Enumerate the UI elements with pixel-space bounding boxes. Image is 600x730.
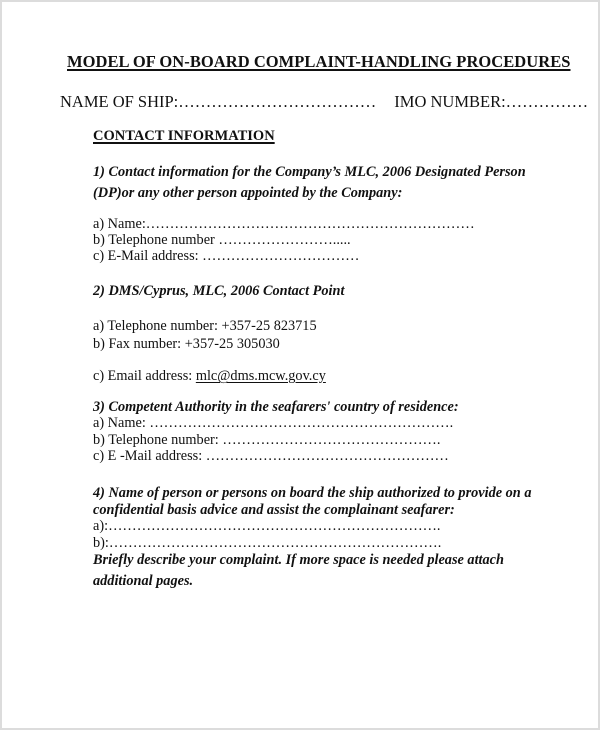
document-title: MODEL OF ON-BOARD COMPLAINT-HANDLING PROCEDURES	[67, 52, 571, 71]
contact-information-heading: CONTACT INFORMATION	[93, 128, 275, 144]
section-4-person-b-row	[93, 536, 441, 550]
section-1-email-field[interactable]: ……………………………	[198, 248, 360, 264]
section-4-heading-line-1: 4) Name of person or persons on board the ship authorized to provide on a	[93, 485, 532, 501]
section-1-name-label: a) Name:	[93, 216, 146, 232]
section-3-email-row	[93, 449, 449, 463]
section-2-fax-value: +357-25 305030	[181, 336, 280, 352]
section-2-telephone-row	[93, 319, 317, 333]
section-1-email-row	[93, 249, 359, 263]
section-1-email-label: c) E-Mail address:	[93, 248, 199, 264]
section-2-fax-label: b) Fax number:	[93, 336, 182, 352]
section-1-name-row	[93, 217, 475, 231]
section-1-heading-line-2: (DP)or any other person appointed by the Company:	[93, 185, 403, 201]
ship-info-line	[60, 94, 588, 111]
section-1-telephone-label: b) Telephone number	[93, 232, 215, 248]
section-3-heading: 3) Competent Authority in the seafarers' country of residence:	[93, 399, 459, 415]
section-2-fax-row	[93, 337, 280, 351]
section-2-telephone-value: +357-25 823715	[217, 318, 317, 334]
section-3-name-row	[93, 416, 453, 430]
section-4-heading-line-2: confidential basis advice and assist the complainant seafarer:	[93, 502, 455, 518]
section-1-name-field[interactable]: ……………………………………………………………	[145, 216, 475, 232]
section-1-telephone-field[interactable]: …………………….....	[214, 232, 351, 248]
section-1-telephone-row	[93, 233, 351, 247]
section-3-telephone-row	[93, 433, 440, 447]
ship-name-field[interactable]: ………………………………	[178, 92, 377, 111]
section-3-telephone-field[interactable]: ……………………………………….	[218, 432, 441, 448]
section-4-person-a-field[interactable]: …………………………………………………………….	[108, 518, 441, 534]
section-2-email-label: c) Email address:	[93, 368, 193, 384]
section-4-person-b-label: b):	[93, 535, 109, 551]
section-1-heading-line-1: 1) Contact information for the Company’s MLC, 2006 Designated Person	[93, 164, 526, 180]
complaint-instruction-line-1: Briefly describe your complaint. If more space is needed please attach	[93, 552, 504, 568]
section-2-telephone-label: a) Telephone number:	[93, 318, 218, 334]
section-4-person-b-field[interactable]: …………………………………………………………….	[108, 535, 442, 551]
section-3-email-label: c) E -Mail address:	[93, 448, 203, 464]
section-4-person-a-row	[93, 519, 441, 533]
imo-number-label: IMO NUMBER:	[394, 92, 506, 111]
imo-number-field[interactable]: ……………	[505, 92, 589, 111]
ship-name-label: NAME OF SHIP:	[60, 92, 179, 111]
section-4-person-a-label: a):	[93, 518, 109, 534]
section-3-email-field[interactable]: ……………………………………………	[202, 448, 449, 464]
section-3-name-field[interactable]: ……………………………………………………….	[145, 415, 454, 431]
section-3-name-label: a) Name:	[93, 415, 146, 431]
section-2-email-row	[93, 369, 326, 383]
complaint-instruction-line-2: additional pages.	[93, 573, 194, 589]
section-3-telephone-label: b) Telephone number:	[93, 432, 219, 448]
section-2-email-link[interactable]: mlc@dms.mcw.gov.cy	[195, 368, 326, 384]
section-2-heading: 2) DMS/Cyprus, MLC, 2006 Contact Point	[93, 283, 345, 299]
